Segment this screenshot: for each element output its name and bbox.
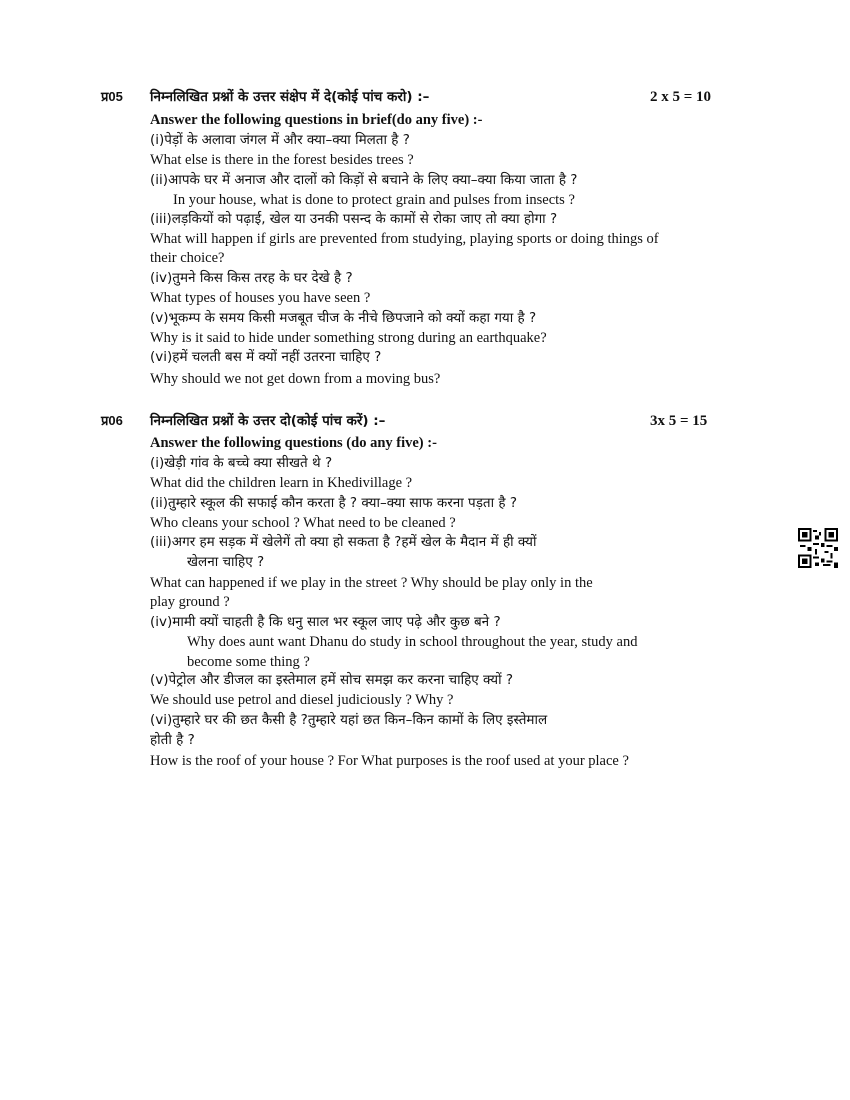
sub-question-english: Why should we not get down from a moving bus? [150, 371, 441, 387]
sub-question-hindi: (v)पेट्रोल और डीजल का इस्तेमाल हमें सोच समझ कर करना चाहिए क्यों ? [150, 672, 514, 688]
sub-question-hindi: होती है ? [150, 732, 195, 748]
sub-question-hindi: (v)भूकम्प के समय किसी मजबूत चीज के नीचे छिपजाने को क्यों कहा गया है ? [150, 310, 537, 326]
sub-question-hindi: खेलना चाहिए ? [187, 554, 265, 570]
sub-question-english: What types of houses you have seen ? [150, 290, 371, 306]
sub-question-hindi: (iii)अगर हम सड़क में खेलेगें तो क्या हो सकता है ?हमें खेल के मैदान में ही क्यों [150, 534, 537, 550]
sub-question-hindi: (vi)हमें चलती बस में क्यों नहीं उतरना चाहिए ? [150, 349, 382, 365]
qr-code-icon [798, 528, 838, 568]
sub-question-english: Who cleans your school ? What need to be cleaned ? [150, 515, 456, 531]
sub-question-hindi: (i)खेड़ी गांव के बच्चे क्या सीखते थे ? [150, 455, 333, 471]
sub-question-hindi: (ii)आपके घर में अनाज और दालों को किड़ों से बचाने के लिए क्या–क्या किया जाता है ? [150, 172, 578, 188]
sub-question-hindi: (iv)मामी क्यों चाहती है कि धनु साल भर स्कूल जाए पढ़े और कुछ बने ? [150, 614, 501, 630]
sub-question-english: their choice? [150, 250, 225, 266]
sub-question-english: Why does aunt want Dhanu do study in school throughout the year, study and [187, 634, 638, 650]
sub-question-english: Why is it said to hide under something strong during an earthquake? [150, 330, 547, 346]
sub-question-english: How is the roof of your house ? For What purposes is the roof used at your place ? [150, 753, 629, 769]
sub-question-english: What did the children learn in Khedivillage ? [150, 475, 413, 491]
sub-question-english: What will happen if girls are prevented from studying, playing sports or doing things of [150, 231, 659, 247]
sub-question-english: What else is there in the forest besides trees ? [150, 152, 414, 168]
sub-question-english: play ground ? [150, 594, 230, 610]
question-heading-english: Answer the following questions (do any five) :- [150, 435, 437, 451]
question-heading-english: Answer the following questions in brief(do any five) :- [150, 112, 483, 128]
question-heading-hindi: निम्नलिखित प्रश्नों के उत्तर दो(कोई पांच करें) :– [150, 413, 386, 429]
question-number: प्र06 [101, 413, 123, 428]
sub-question-hindi: (iv)तुमने किस किस तरह के घर देखे है ? [150, 270, 353, 286]
question-marks: 3x 5 = 15 [650, 413, 708, 429]
sub-question-hindi: (i)पेड़ों के अलावा जंगल में और क्या–क्या मिलता है ? [150, 132, 410, 148]
question-number: प्र05 [101, 89, 123, 104]
sub-question-hindi: (iii)लड़कियों को पढ़ाई, खेल या उनकी पसन्द के कामों से रोका जाए तो क्या होगा ? [150, 211, 558, 227]
sub-question-hindi: (ii)तुम्हारे स्कूल की सफाई कौन करता है ? क्या–क्या साफ करना पड़ता है ? [150, 495, 518, 511]
question-heading-hindi: निम्नलिखित प्रश्नों के उत्तर संक्षेप में दे(कोई पांच करो) :– [150, 89, 430, 105]
sub-question-english: become some thing ? [187, 654, 310, 670]
question-marks: 2 x 5 = 10 [650, 89, 712, 105]
sub-question-english: What can happened if we play in the street ? Why should be play only in the [150, 575, 593, 591]
sub-question-hindi: (vi)तुम्हारे घर की छत कैसी है ?तुम्हारे यहां छत किन–किन कामों के लिए इस्तेमाल [150, 712, 548, 728]
sub-question-english: We should use petrol and diesel judiciously ? Why ? [150, 692, 454, 708]
sub-question-english: In your house, what is done to protect grain and pulses from insects ? [173, 192, 575, 208]
